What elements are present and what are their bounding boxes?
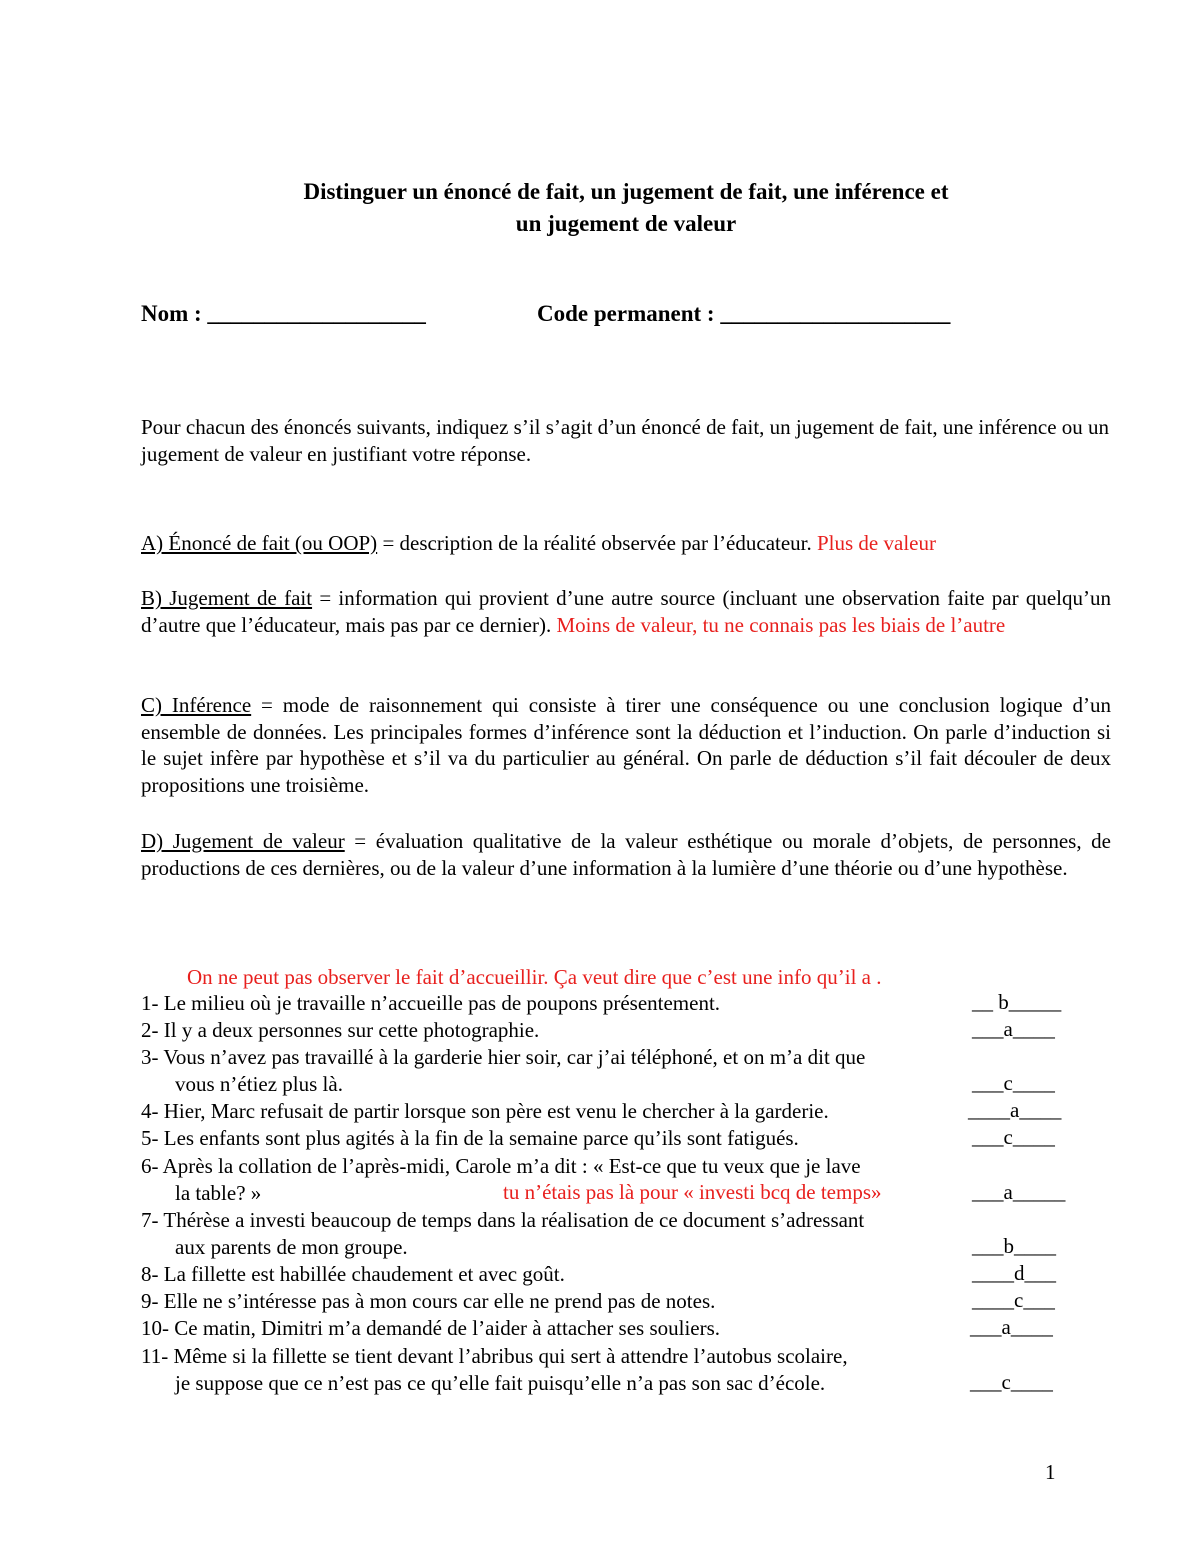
definition-b-annotation: Moins de valeur, tu ne connais pas les biais de l’autre	[556, 612, 1006, 637]
definition-b	[141, 585, 1111, 638]
definition-c-term: C) Inférence	[141, 693, 252, 717]
page-number: 1	[1045, 1460, 1056, 1484]
question-3: 3- Vous n’avez pas travaillé à la garderie hier soir, car j’ai téléphoné, et on m’a dit que	[141, 1045, 866, 1069]
instructions: Pour chacun des énoncés suivants, indiquez s’il s’agit d’un énoncé de fait, un jugement de fait, une inférence ou un jugement de valeur en justifiant votre réponse.	[141, 415, 1110, 466]
code-permanent-field[interactable]: Code permanent : ____________________	[537, 301, 951, 326]
answer-5[interactable]: ___c____	[972, 1125, 1055, 1149]
question-9: 9- Elle ne s’intéresse pas à mon cours car elle ne prend pas de notes.	[141, 1289, 716, 1313]
page-title	[0, 176, 1200, 240]
question-4: 4- Hier, Marc refusait de partir lorsque son père est venu le chercher à la garderie.	[141, 1099, 829, 1123]
answer-2[interactable]: ___a____	[972, 1017, 1055, 1041]
answer-9[interactable]: ____c___	[972, 1288, 1055, 1312]
definition-a-term: A) Énoncé de fait (ou OOP)	[141, 531, 378, 555]
definition-c-text: = mode de raisonnement qui consiste à tirer une conséquence ou une conclusion logique d’un ensemble de données. Les principales formes d’inférence sont la déduction et l’induction. On parle d’induction si le sujet infère par hypothèse et s’il va du particulier au général. On parle de déduction s’il fait découler de deux propositions une troisième.	[141, 693, 1112, 797]
answer-11[interactable]: ___c____	[970, 1370, 1053, 1394]
question-3-continued: vous n’étiez plus là.	[175, 1072, 343, 1096]
definition-b-text: = information qui provient d’une autre source (incluant une observation faite par quelqu’un d’autre que l’éducateur, mais pas par ce dernier).	[141, 586, 1111, 637]
definition-d	[141, 828, 1111, 881]
definition-a	[141, 530, 1111, 557]
answer-3[interactable]: ___c____	[972, 1071, 1055, 1095]
title-line-1: Distinguer un énoncé de fait, un jugement de fait, une inférence et	[303, 179, 949, 204]
name-field[interactable]: Nom : ___________________	[141, 301, 426, 326]
answer-1[interactable]: __ b_____	[972, 990, 1062, 1014]
identification-row	[141, 301, 951, 327]
question-7-continued: aux parents de mon groupe.	[175, 1235, 408, 1259]
question-10: 10- Ce matin, Dimitri m’a demandé de l’aider à attacher ses souliers.	[141, 1316, 721, 1340]
title-line-2: un jugement de valeur	[515, 211, 737, 236]
question-7: 7- Thérèse a investi beaucoup de temps dans la réalisation de ce document s’adressant	[141, 1208, 865, 1232]
question-5: 5- Les enfants sont plus agités à la fin de la semaine parce qu’ils sont fatigués.	[141, 1126, 799, 1150]
definition-d-text: = évaluation qualitative de la valeur esthétique ou morale d’objets, de personnes, de productions de ces dernières, ou de la valeur d’une information à la lumière d’une théorie ou d’une hypothèse.	[141, 829, 1112, 880]
question-11: 11- Même si la fillette se tient devant l’abribus qui sert à attendre l’autobus scolaire,	[141, 1344, 848, 1368]
answer-8[interactable]: ____d___	[972, 1261, 1056, 1285]
definition-a-text: = description de la réalité observée par l’éducateur.	[377, 531, 817, 555]
definition-d-term: D) Jugement de valeur	[141, 829, 345, 853]
question-1: 1- Le milieu où je travaille n’accueille pas de poupons présentement.	[141, 991, 721, 1015]
investi-annotation: tu n’étais pas là pour « investi bcq de temps»	[503, 1180, 882, 1204]
question-2: 2- Il y a deux personnes sur cette photographie.	[141, 1018, 540, 1042]
answer-10[interactable]: ___a____	[970, 1315, 1053, 1339]
question-8: 8- La fillette est habillée chaudement et avec goût.	[141, 1262, 565, 1286]
answer-4[interactable]: ____a____	[968, 1098, 1062, 1122]
accueillir-annotation: On ne peut pas observer le fait d’accueillir. Ça veut dire que c’est une info qu’il a .	[187, 965, 882, 989]
definition-b-term: B) Jugement de fait	[141, 586, 313, 610]
answer-7[interactable]: ___b____	[972, 1234, 1056, 1258]
definition-a-annotation: Plus de valeur	[817, 531, 936, 555]
definition-c	[141, 692, 1111, 798]
question-6: 6- Après la collation de l’après-midi, Carole m’a dit : « Est-ce que tu veux que je lave	[141, 1154, 861, 1178]
answer-6[interactable]: ___a_____	[972, 1180, 1066, 1204]
question-6-continued: la table? »	[175, 1181, 262, 1205]
question-11-continued: je suppose que ce n’est pas ce qu’elle fait puisqu’elle n’a pas son sac d’école.	[175, 1371, 826, 1395]
